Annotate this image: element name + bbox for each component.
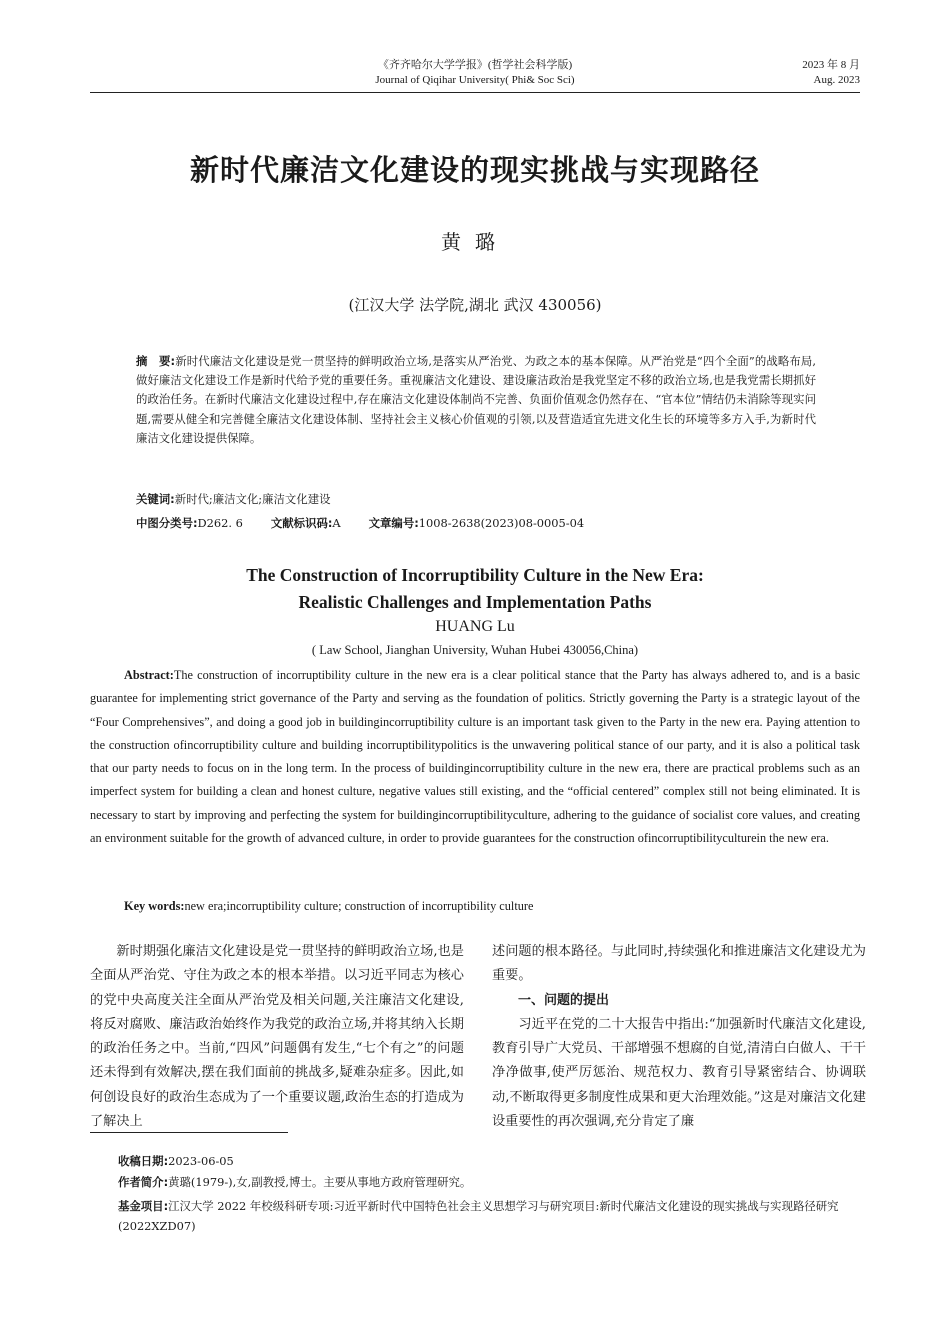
journal-name-cn: 《齐齐哈尔大学学报》(哲学社会科学版) — [377, 59, 573, 71]
doc-code-value: A — [332, 516, 341, 530]
issue-date-en: Aug. 2023 — [813, 74, 860, 86]
issue-date — [760, 58, 860, 88]
section-heading: 一、问题的提出 — [518, 992, 610, 1008]
clc-value: D262. 6 — [197, 516, 243, 530]
abstract-cn-text: 新时代廉洁文化建设是党一贯坚持的鲜明政治立场,是落实从严治党、为政之本的基本保障。从严治党是“四个全面”的战略布局,做好廉洁文化建设工作是新时代给予党的重要任务。重视廉洁文化建设、建设廉洁政治是我党坚定不移的政治立场,也是我党需长期抓好的政治任务。在新时代廉洁文化建设过程中,存在廉洁文化建设体制尚不完善、负面价值观念仍然存在、“官本位”情结仍未消除等现实问题,需要从健全和完善健全廉洁文化建设体制、坚持社会主义核心价值观的引领,以及营造适宜先进文化生长的环境等多方入手,为新时代廉洁文化建设提供保障。 — [136, 354, 816, 445]
journal-header — [250, 58, 700, 88]
abstract-en — [90, 664, 860, 850]
footnote-rule — [90, 1132, 288, 1133]
footnote-author — [118, 1172, 860, 1192]
keywords-cn-text: 新时代;廉洁文化;廉洁文化建设 — [174, 492, 331, 506]
classification-line — [136, 514, 836, 533]
article-title-cn: 新时代廉洁文化建设的现实挑战与实现路径 — [189, 153, 760, 187]
article-title-en-line1: The Construction of Incorruptibility Culture in the New Era: — [246, 565, 704, 585]
body-column-right — [492, 940, 866, 1134]
header-rule — [90, 92, 860, 93]
issue-date-cn: 2023 年 8 月 — [802, 59, 860, 71]
body-paragraph: 新时期强化廉洁文化建设是党一贯坚持的鲜明政治立场,也是全面从严治党、守住为政之本的根本举措。以习近平同志为核心的党中央高度关注全面从严治党及相关问题,关注廉洁文化建设,将反对腐败、廉洁政治始终作为我党的政治立场,并将其纳入长期的政治任务之中。当前,“四风”问题偶有发生,“七个有之”的问题还未得到有效解决,摆在我们面前的挑战多,疑难杂症多。因此,如何创设良好的政治生态成为了一个重要议题,政治生态的打造成为了解决上 — [90, 944, 464, 1130]
keywords-cn — [136, 490, 816, 509]
abstract-en-text: The construction of incorruptibility culture in the new era is a clear political stance that the Party has always adhered to, and is a basic guarantee for implementing strict governance of the Party and serving as the foundation of politics. Strictly governing the Party is a strategic layout of the “Four Comprehensives”, and doing a good job in buildingincorruptibility culture is an important task given to the Party in the new era. Paying attention to the construction ofincorruptibility culture and building incorruptibilitypolitics is the unwavering political stance of our party, and it is also a political task that our party needs to focus on in the long term. In the process of buildingincorruptibility culture in the new era, there are practical problems such as an imperfect system for building a clean and honest culture, negative values still existing, and the “official centered” complex still not being eliminated. It is necessary to start by improving and perfecting the system for buildingincorruptibilityculture, adhering to the guidance of socialist core values, and creating an environment suitable for the growth of advanced culture, in order to provide guarantees for the construction ofincorruptibilityculturein the new era. — [90, 668, 860, 846]
author-name-en: HUANG Lu — [435, 618, 515, 635]
abstract-en-label: Abstract: — [124, 668, 174, 682]
article-title-en — [90, 562, 860, 616]
article-number-value: 1008-2638(2023)08-0005-04 — [418, 516, 585, 530]
article-number-label: 文章编号: — [368, 516, 419, 530]
footnote-received — [118, 1151, 860, 1171]
author-bio-value: 黄璐(1979-),女,副教授,博士。主要从事地方政府管理研究。 — [168, 1175, 472, 1189]
body-paragraph: 习近平在党的二十大报告中指出:“加强新时代廉洁文化建设,教育引导广大党员、干部增强不想腐的自觉,清清白白做人、干干净净做事,使严厉惩治、规范权力、教育引导紧密结合、协调联动,不断取得更多制度性成果和更大治理效能。”这是对廉洁文化建设重要性的再次强调,充分肯定了廉 — [492, 1016, 866, 1130]
keywords-en-text: new era;incorruptibility culture; construction of incorruptibility culture — [184, 899, 534, 913]
affiliation-en: ( Law School, Jianghan University, Wuhan Hubei 430056,China) — [311, 643, 639, 657]
keywords-en-label: Key words: — [124, 899, 185, 913]
article-title-en-line2: Realistic Challenges and Implementation Paths — [298, 592, 652, 612]
clc-label: 中图分类号: — [136, 516, 198, 530]
author-name-cn: 黄璐 — [441, 230, 509, 254]
doc-code-label: 文献标识码: — [270, 516, 333, 530]
abstract-cn — [136, 352, 816, 448]
body-column-left — [90, 940, 464, 1134]
affiliation-cn: (江汉大学 法学院,湖北 武汉 430056) — [348, 296, 602, 314]
received-value: 2023-06-05 — [168, 1154, 234, 1168]
abstract-cn-label: 摘 要: — [136, 354, 176, 368]
received-label: 收稿日期: — [118, 1154, 169, 1168]
keywords-cn-label: 关键词: — [136, 492, 175, 506]
author-bio-label: 作者简介: — [118, 1175, 169, 1189]
keywords-en — [124, 896, 860, 916]
fund-label: 基金项目: — [118, 1199, 169, 1213]
footnote-fund — [118, 1196, 860, 1236]
fund-value: 江汉大学 2022 年校级科研专项:习近平新时代中国特色社会主义思想学习与研究项目:新时代廉洁文化建设的现实挑战与实现路径研究(2022XZD07) — [118, 1199, 839, 1233]
journal-name-en: Journal of Qiqihar University( Phi& Soc Sci) — [375, 74, 575, 86]
body-paragraph: 述问题的根本路径。与此同时,持续强化和推进廉洁文化建设尤为重要。 — [492, 944, 866, 984]
